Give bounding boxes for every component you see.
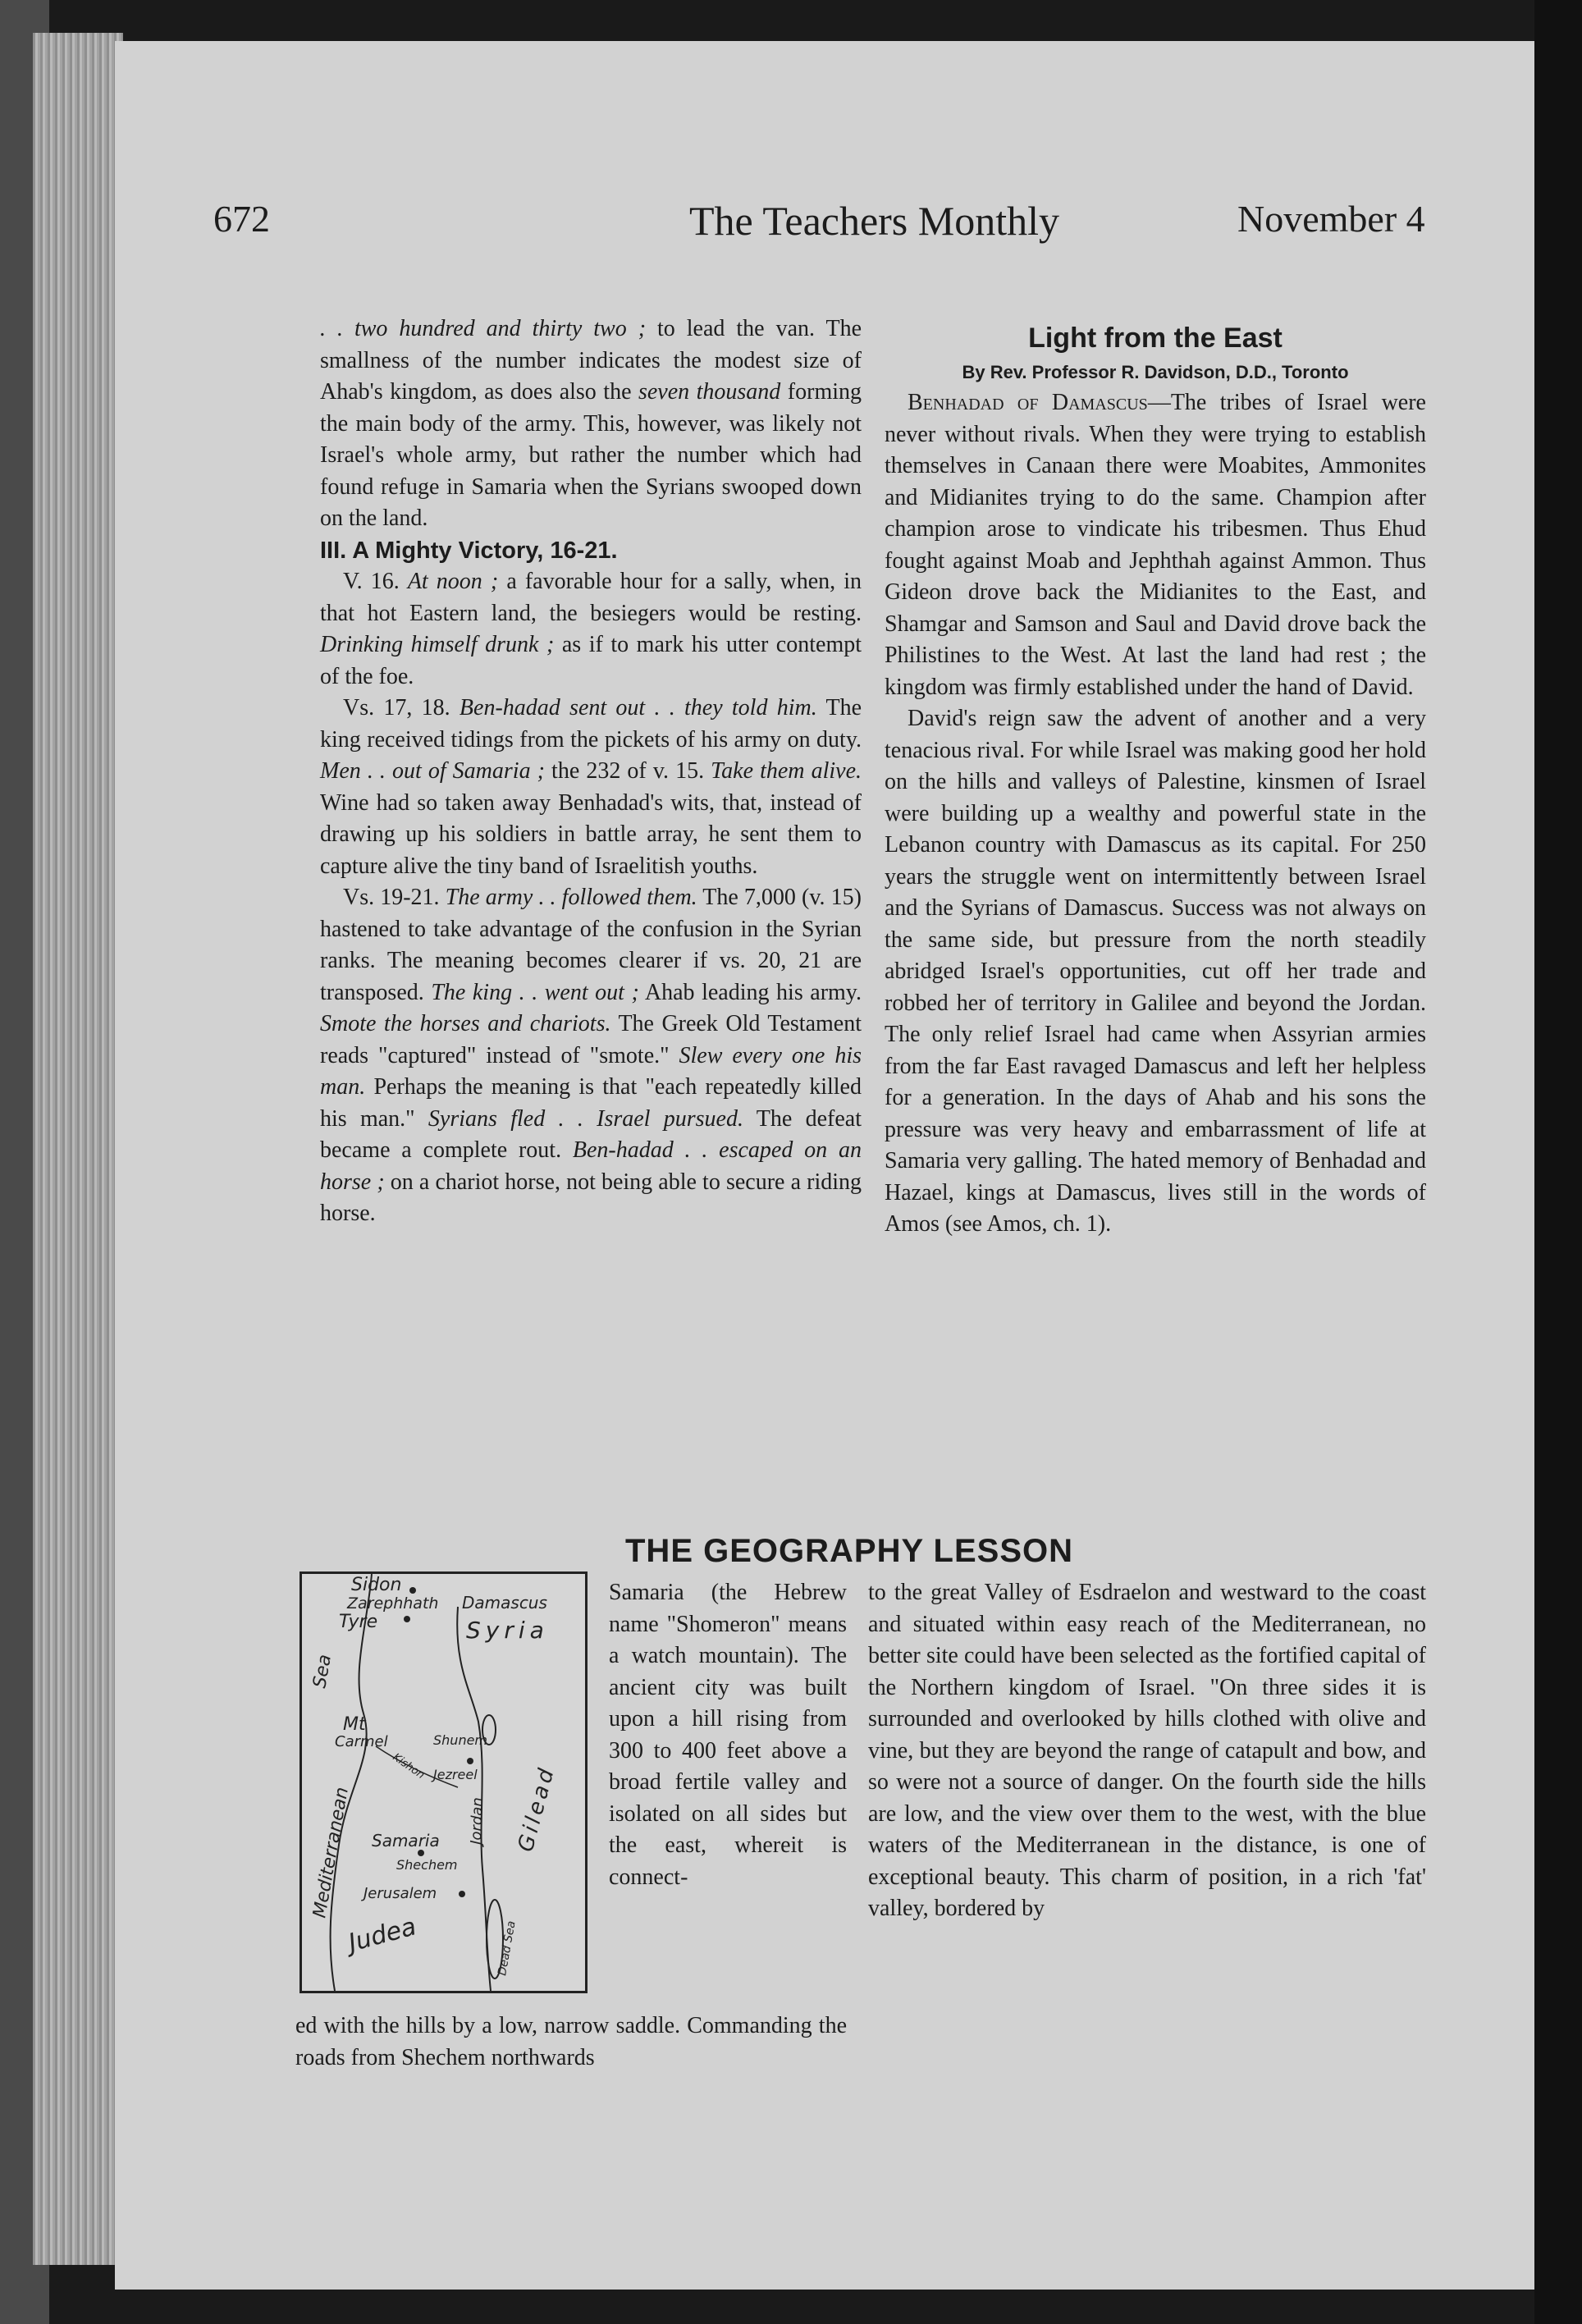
text: to lead the van. The smallness of the number indicates the modest size of Ahab's kingdom, as does also the <box>320 316 862 405</box>
paragraph <box>320 882 862 1230</box>
paragraph: Samaria (the Hebrew name "Shomeron" means a watch mountain). The ancient city was built upon a hill rising from 300 to 400 feet above a broad fertile valley and isolated on all sides but the east, whereit is connect- <box>609 1580 847 1890</box>
jezreel-dot <box>467 1758 473 1764</box>
paragraph <box>320 313 862 535</box>
sidon-dot <box>409 1587 416 1594</box>
text: the 232 of v. 15. <box>544 758 711 784</box>
italic-phrase: The army . . followed them. <box>445 885 697 910</box>
label-gilead: Gilead <box>513 1763 560 1855</box>
text: The king received tidings from the pickets of his army on duty. <box>320 695 862 753</box>
text: Perhaps the meaning is that "each repeatedly killed his man." <box>320 1074 862 1132</box>
label-jordan: Jordan <box>468 1796 487 1846</box>
text: Vs. 17, 18. <box>343 695 460 721</box>
map-of-palestine <box>299 1571 588 1993</box>
label-tyre: Tyre <box>339 1612 378 1632</box>
text: Vs. 19-21. <box>343 885 446 910</box>
byline: By Rev. Professor R. Davidson, D.D., Toronto <box>962 362 1349 382</box>
text: V. 16. <box>343 569 408 594</box>
label-samaria: Samaria <box>372 1831 440 1851</box>
light-from-east-heading: Light from the East <box>1028 323 1283 354</box>
label-sidon: Sidon <box>351 1575 402 1595</box>
italic-phrase: Slew every one his man. <box>320 1042 862 1100</box>
italic-phrase: Men . . out of Samaria ; <box>320 758 545 784</box>
label-sea: Sea <box>309 1653 336 1690</box>
text: Ahab leading his army. <box>638 979 862 1005</box>
paragraph: David's reign saw the advent of another and a very tenacious rival. For while Israel was making good her hold on the hills and valleys of Palestine, kinsmen of Israel were building up a wealthy and powerful state in the Lebanon country with Damascus as its capital. For 250 years the struggle went on intermittently between Israel and the Syrians of Damascus. Success was not always on the same side, but pressure from the north steadily abridged Israel's opportunities, cut off her trade and robbed her of territory in Galilee and beyond the Jordan. The only relief Israel had came when Assyrian armies from the far East ravaged Damascus and left her helpless for a generation. In the days of Ahab and his sons the pressure was very heavy and embarrassment of life at Samaria very galling. The hated memory of Benhadad and Hazael, kings at Damascus, lives still in the words of Amos (see Amos, ch. 1). <box>885 706 1426 1237</box>
paragraph: ed with the hills by a low, narrow saddle. Commanding the roads from Shechem northwards <box>295 2013 847 2070</box>
geography-bottom-text <box>295 2011 847 2074</box>
paragraph <box>320 693 862 882</box>
text: The defeat became a complete rout. <box>320 1105 862 1163</box>
italic-phrase: The king . . went out ; <box>431 979 639 1005</box>
text: forming the main body of the army. This, however, was likely not Israel's whole army, but rather the number which had found refuge in Samaria when the Syrians swooped down on the land. <box>320 379 862 531</box>
italic-phrase: Ben-hadad sent out . . they told him. <box>459 695 817 721</box>
italic-phrase: At noon ; <box>407 569 499 594</box>
geography-heading: THE GEOGRAPHY LESSON <box>625 1533 1074 1569</box>
italic-phrase: Drinking himself drunk ; <box>320 632 555 657</box>
label-damascus: Damascus <box>462 1593 547 1613</box>
page-number: 672 <box>213 198 270 240</box>
section-heading: III. A Mighty Victory, 16-21. <box>320 537 618 564</box>
lead-in: Benhadad of Damascus <box>908 390 1148 415</box>
journal-title: The Teachers Monthly <box>689 198 1060 244</box>
tyre-dot <box>404 1616 410 1622</box>
label-kishon: Kishon <box>390 1750 427 1782</box>
map-drawing <box>302 1574 585 1991</box>
label-shunem: Shunem <box>433 1732 488 1748</box>
paragraph: to the great Valley of Esdraelon and westward to the coast and situated within easy reach of the Mediterranean, no better site could have been selected as the fortified capital of the Northern kingdom of Israel. "On three sides it is surrounded and overlooked by hills clothed with olive and vine, but they are beyond the range of catapult and bow, and so were not a source of danger. On the fourth side the hills are low, and the view over them to the west, with the blue waters of the Mediterranean in the distance, is one of exceptional beauty. This charm of position, in a rich 'fat' valley, bordered by <box>868 1580 1426 1921</box>
geography-narrow-column <box>609 1577 847 1893</box>
text: Wine had so taken away Benhadad's wits, that, instead of drawing up his soldiers in battle array, he sent them to capture alive the tiny band of Israelitish youths. <box>320 789 862 879</box>
geography-right-column <box>868 1577 1426 1925</box>
label-judea: Judea <box>345 1912 419 1958</box>
label-mediterranean: Mediterranean <box>309 1785 353 1920</box>
label-zarephath: Zarephhath <box>347 1594 439 1613</box>
samaria-dot <box>418 1850 424 1856</box>
label-syria: Syria <box>466 1617 549 1644</box>
label-jerusalem: Jerusalem <box>363 1885 437 1902</box>
italic-phrase: seven thousand <box>638 379 781 405</box>
italic-phrase: Take them alive. <box>711 758 862 784</box>
text: The 7,000 (v. 15) hastened to take advantage of the confusion in the Syrian ranks. The meaning becomes clearer if vs. 20, 21 are transposed. <box>320 885 862 1005</box>
label-dead-sea: Dead Sea <box>496 1919 519 1977</box>
italic-phrase: Syrians fled . . Israel pursued. <box>428 1105 743 1132</box>
italic-phrase: Smote the horses and chariots. <box>320 1011 611 1036</box>
text: The Greek Old Testament reads "captured" instead of "smote." <box>320 1011 862 1068</box>
label-mt: Mt <box>343 1714 366 1735</box>
background-right <box>1534 0 1582 2324</box>
text: on a chariot horse, not being able to secure a riding horse. <box>320 1169 862 1226</box>
paragraph <box>320 566 862 693</box>
jerusalem-dot <box>459 1891 465 1897</box>
italic-phrase: Ben-hadad . . escaped on an horse ; <box>320 1137 862 1195</box>
issue-date: November 4 <box>1237 198 1425 240</box>
label-jezreel: Jezreel <box>433 1767 478 1782</box>
italic-phrase: . . two hundred and thirty two ; <box>320 316 647 341</box>
paragraph <box>885 387 1426 703</box>
text: as if to mark his utter contempt of the foe. <box>320 632 862 689</box>
text: —The tribes of Israel were never without rivals. When they were trying to establish themselves in Canaan there were Moabites, Ammonites and Midianites trying to do the same. Champion after champion arose to vindicate his tribesmen. Thus Ehud fought against Moab and Jephthah against Ammon. Thus Gideon drove back the Midianites to the East, and Shamgar and Samson and Saul and David drove back the Philistines to the West. At last the land had rest ; the kingdom was firmly established under the hand of David. <box>885 390 1426 700</box>
label-carmel: Carmel <box>335 1733 388 1750</box>
right-column <box>885 318 1426 1241</box>
text: a favorable hour for a sally, when, in that hot Eastern land, the besiegers would be resting. <box>320 569 862 626</box>
left-column <box>320 313 862 1230</box>
label-shechem: Shechem <box>396 1857 458 1873</box>
